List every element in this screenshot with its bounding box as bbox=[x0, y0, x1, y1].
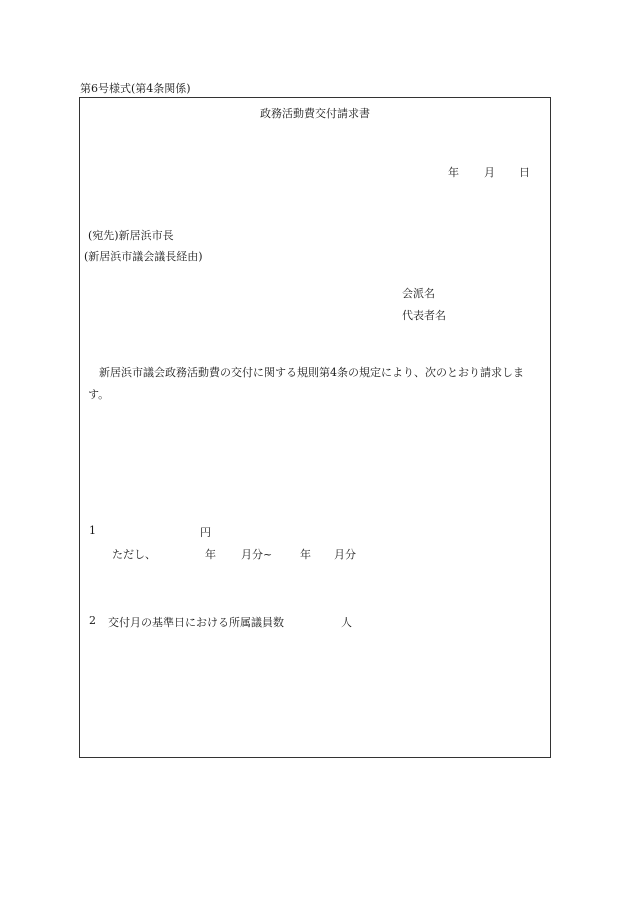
form-number-label: 第6号様式(第4条関係) bbox=[80, 82, 191, 95]
date-year-label: 年 bbox=[448, 166, 459, 179]
item1-number: 1 bbox=[89, 524, 96, 537]
item1-proviso: ただし、 bbox=[112, 548, 156, 561]
item1-from-year: 年 bbox=[205, 548, 216, 561]
item1-yen-unit: 円 bbox=[200, 526, 211, 539]
date-day-label: 日 bbox=[519, 166, 530, 179]
document-title: 政務活動費交付請求書 bbox=[260, 107, 370, 120]
item2-number: 2 bbox=[89, 614, 96, 627]
item1-to-year: 年 bbox=[300, 548, 311, 561]
faction-name-label: 会派名 bbox=[402, 287, 435, 300]
item2-text: 交付月の基準日における所属議員数 bbox=[108, 616, 284, 629]
addressee: (宛先)新居浜市長 bbox=[88, 229, 174, 242]
form-frame bbox=[79, 97, 551, 758]
via-chairman: (新居浜市議会議長経由) bbox=[84, 250, 203, 263]
request-body-text: 新居浜市議会政務活動費の交付に関する規則第4条の規定により、次のとおり請求します。 bbox=[88, 366, 524, 401]
representative-name-label: 代表者名 bbox=[402, 309, 446, 322]
item2-unit: 人 bbox=[341, 616, 352, 629]
item1-to-month: 月分 bbox=[334, 548, 356, 561]
item1-from-month: 月分~ bbox=[241, 548, 273, 561]
date-month-label: 月 bbox=[484, 166, 495, 179]
